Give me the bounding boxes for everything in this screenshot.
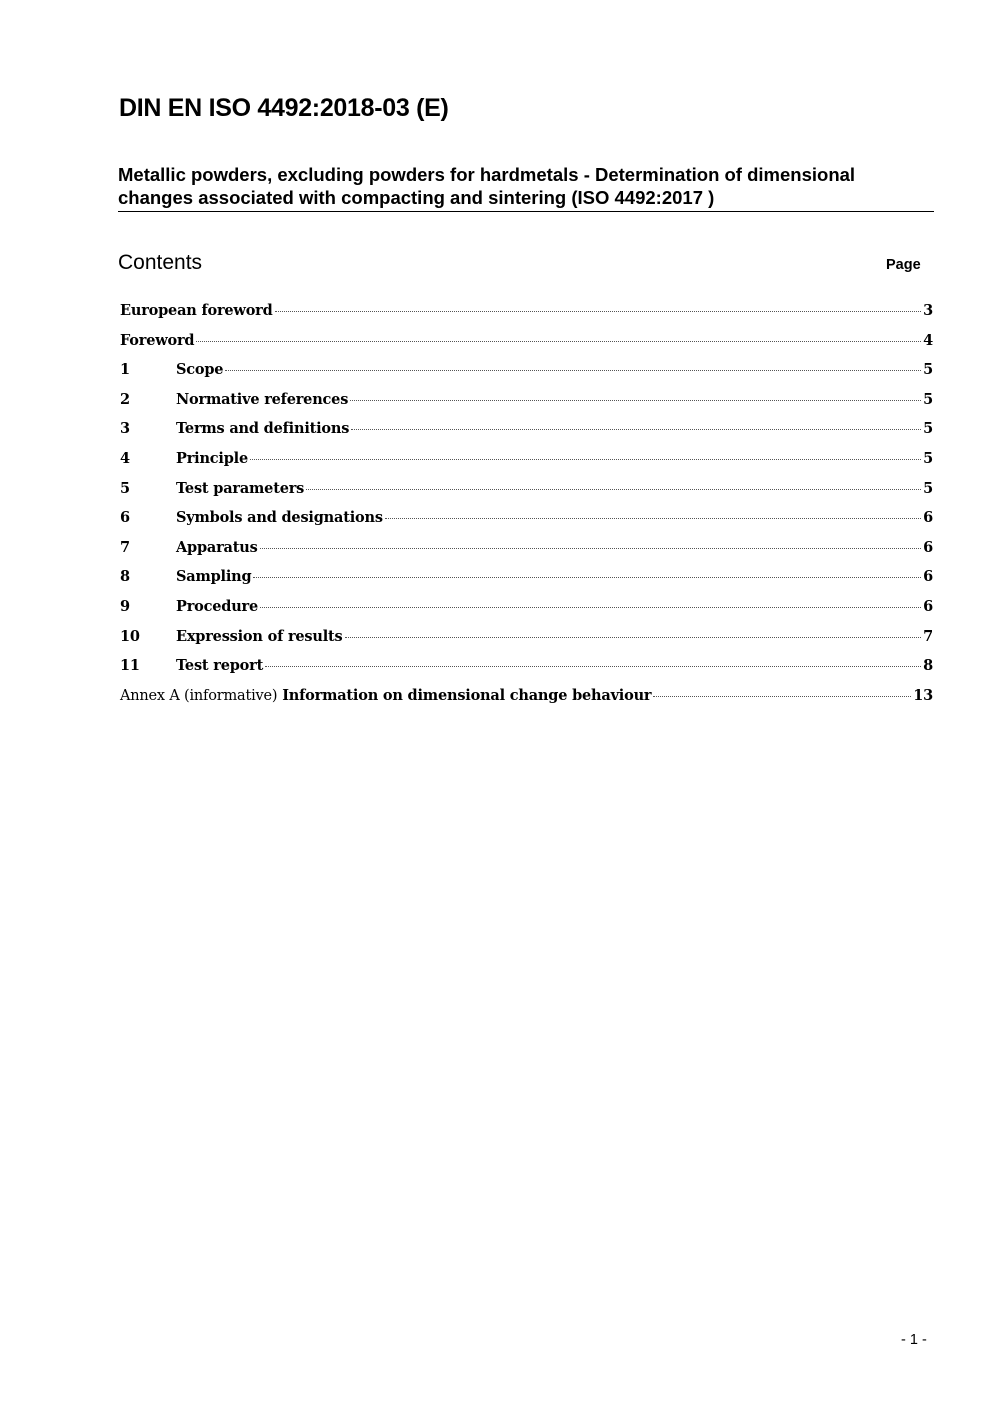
toc-dot-leader [306,489,921,490]
toc-entry-page: 5 [923,479,933,497]
subtitle-line-1: Metallic powders, excluding powders for hardmetals - Determination of dimensional [118,164,856,185]
toc-entry-number: 4 [120,449,130,467]
toc-entry-label: Apparatus [176,538,258,556]
toc-entry-test-report[interactable] [120,657,933,687]
toc-entry-page: 6 [923,509,933,527]
toc-entry-page: 4 [923,331,933,349]
toc-entry-number: 10 [120,627,140,645]
toc-dot-leader [351,429,921,430]
toc-dot-leader [265,666,921,667]
toc-entry-foreword[interactable] [120,332,933,362]
toc-entry-page: 5 [923,449,933,467]
toc-entry-number: 7 [120,538,130,556]
toc-entry-page: 5 [923,361,933,379]
toc-dot-leader [275,311,922,312]
toc-dot-leader [385,518,921,519]
toc-entry-number: 3 [120,420,130,438]
toc-entry-label: Normative references [176,390,349,408]
document-title: DIN EN ISO 4492:2018-03 (E) [119,94,449,122]
toc-entry-expression-of-results[interactable] [120,628,933,658]
toc-entry-normative-references[interactable] [120,391,933,421]
toc-entry-label: Test parameters [176,479,305,497]
toc-entry-number: 1 [120,361,130,379]
toc-entry-label [120,687,651,704]
toc-entry-number: 11 [120,657,140,675]
toc-entry-sampling[interactable] [120,568,933,598]
toc-entry-symbols-and-designations[interactable] [120,509,933,539]
toc-entry-procedure[interactable] [120,598,933,628]
toc-entry-label: Symbols and designations [176,509,383,527]
toc-entry-page: 6 [923,597,933,615]
toc-entry-label: Principle [176,449,249,467]
toc-entry-annex-a[interactable] [120,687,933,717]
toc-entry-terms-and-definitions[interactable] [120,420,933,450]
contents-heading: Contents [118,251,203,274]
toc-dot-leader [225,370,921,371]
toc-entry-page: 5 [923,420,933,438]
toc-entry-page: 13 [913,686,933,704]
toc-dot-leader [653,696,911,697]
toc-entry-page: 3 [923,302,933,319]
footer-page-number: - 1 - [901,1332,927,1348]
toc-entry-label: Foreword [120,331,195,349]
toc-entry-number: 8 [120,568,130,586]
toc-entry-label: Scope [176,361,224,379]
toc-entry-test-parameters[interactable] [120,480,933,510]
toc-entry-label: Sampling [176,568,252,586]
document-subtitle [118,163,934,212]
toc-entry-page: 7 [923,627,933,645]
toc-entry-label: Procedure [176,597,259,615]
toc-entry-page: 6 [923,538,933,556]
toc-entry-label: European foreword [120,302,273,319]
annex-label-bold: Information on dimensional change behaviour [282,686,652,704]
toc-entry-page: 5 [923,390,933,408]
toc-dot-leader [260,607,921,608]
toc-entry-label: Terms and definitions [176,420,350,438]
toc-dot-leader [250,459,921,460]
page-column-heading: Page [886,257,921,273]
toc-entry-page: 8 [923,657,933,675]
toc-entry-label: Test report [176,657,264,675]
toc-dot-leader [345,637,922,638]
toc-entry-number: 6 [120,509,130,527]
toc-entry-number: 2 [120,390,130,408]
subtitle-line-2: changes associated with compacting and sintering (ISO 4492:2017 ) [118,187,715,208]
toc-entry-scope[interactable] [120,361,933,391]
toc-entry-principle[interactable] [120,450,933,480]
toc-entry-apparatus[interactable] [120,539,933,569]
annex-label-normal: Annex A (informative) [120,687,278,704]
toc-dot-leader [196,341,921,342]
toc-dot-leader [350,400,921,401]
toc-dot-leader [260,548,922,549]
toc-entry-number: 9 [120,597,130,615]
toc-entry-european-foreword[interactable] [120,302,933,332]
toc-entry-page: 6 [923,568,933,586]
toc-dot-leader [253,577,921,578]
table-of-contents [120,302,933,716]
toc-entry-label: Expression of results [176,627,343,645]
toc-entry-number: 5 [120,479,130,497]
